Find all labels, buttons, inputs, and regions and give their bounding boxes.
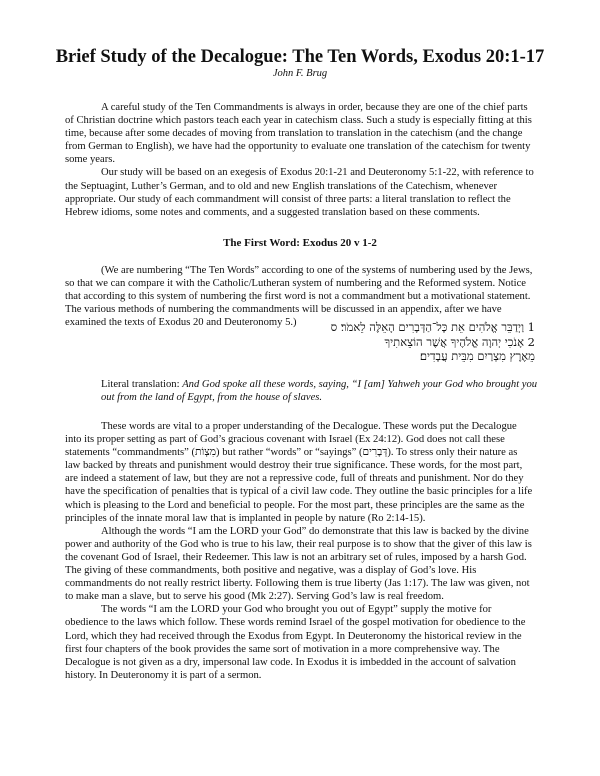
hebrew-line-2: 2 אָנֹכִי יְהוָה אֱלֹהֶיךָ אֲשֶׁר הוֹצֵאתִיךָ — [384, 334, 535, 349]
literal-translation — [101, 378, 541, 404]
hebrew-line-3: מֵאֶרֶץ מִצְרַיִם מִבֵּית עֲבָדִים׃ — [419, 349, 535, 363]
commentary-paragraph-1: These words are vital to a proper understanding of the Decalogue. These words put the Decalogue into its proper setting as part of God’s gracious covenant with Israel (Ex 24:12). God does not call these statements “commandments” (מִצְוֹת) but rather “words” or “sayings” (דְּבָרִים). To stress only their nature as law backed by threats and punishment would destroy their true significance. These words, for the most part, are indeed a statement of law, but they are not a repressive code, full of threats and punishment. Nor do they have the specification of penalties that is typical of a civil law code. They outline the basic principles for a life which is pleasing to the Lord and beneficial to people. For the most part, these principles are the same as the principles of the innate moral law that is implanted in people by nature (Ro 2:14-15). — [65, 421, 533, 524]
numbering-paragraph: (We are numbering “The Ten Words” according to one of the systems of numbering used by the Jews, so that we can compare it with the Catholic/Lutheran system of numbering and the Reformed system. Notice that according to this system of numbering the first word is not a commandment but a motivational statement. The various methods of numbering the commandments will be discussed in an appendix, after we have examined the texts of Exodus 20 and Deuteronomy 5.) — [65, 265, 533, 329]
intro-paragraph-2: Our study will be based on an exegesis of Exodus 20:1-21 and Deuteronomy 5:1-22, with reference to the Septuagint, Luther’s German, and to old and new English translations of the Catechism, whenever appropriate. Our study of each commandment will consist of three parts: a literal translation to reflect the Hebrew idioms, some notes and comments, and a suggested translation based on these comments. — [65, 167, 534, 218]
literal-translation-label: Literal translation: — [101, 379, 180, 390]
commentary-paragraph-3: The words “I am the LORD your God who brought you out of Egypt” supply the motive for obedience to the laws which follow. These words remind Israel of the gospel motivation for obedience to the Lord, which they had received through the Exodus from Egypt. In Deuteronomy the historical review in the first four chapters of the book provides the same sort of motivation in a more comprehensive way. The Decalogue is not given as a dry, impersonal law code. In Exodus it is imbedded in the account of salvation history. In Deuteronomy it is part of a sermon. — [65, 604, 526, 681]
author-name: John F. Brug — [272, 68, 328, 79]
hebrew-line-1: 1 וַיְדַבֵּר אֱלֹהִים אֵת כָּל־הַדְּבָרִים הָאֵלֶּה לֵאמֹר׃ ס — [330, 320, 535, 334]
page-title: Brief Study of the Decalogue: The Ten Words, Exodus 20:1-17 — [55, 47, 545, 67]
intro-paragraph-1: A careful study of the Ten Commandments is always in order, because they are one of the chief parts of Christian doctrine which pastors teach each year in catechism class. Such a study is especially fitting at this time, because after some decades of moving from translation to translation in the catechism (and the change from German to English), we have had the opportunity to evaluate one translation of the catechism for twenty some years. — [65, 102, 532, 166]
commentary-section — [65, 420, 535, 682]
commentary-paragraph-2: Although the words “I am the LORD your God” do demonstrate that this law is backed by the divine power and authority of the God who is true to his law, their real purpose is to show that the giver of this law is the covenant God of Israel, their Redeemer. This law is not an arbitrary set of rules, imposed by a harsh God. The giving of these commandments, both positive and negative, was a display of God’s love. His commandments do not really restrict liberty. Following them is true liberty (Jas 1:17). The law was given, not to make man a slave, but to serve his good (Mk 2:27). Serving God’s law is real freedom. — [65, 525, 532, 603]
intro-section — [65, 101, 535, 219]
literal-translation-text: And God spoke all these words, saying, “I [am] Yahweh your God who brought you out from the land of Egypt, from the house of slaves. — [101, 379, 538, 404]
section-heading: The First Word: Exodus 20 v 1-2 — [223, 237, 377, 249]
hebrew-text-block — [135, 320, 535, 364]
